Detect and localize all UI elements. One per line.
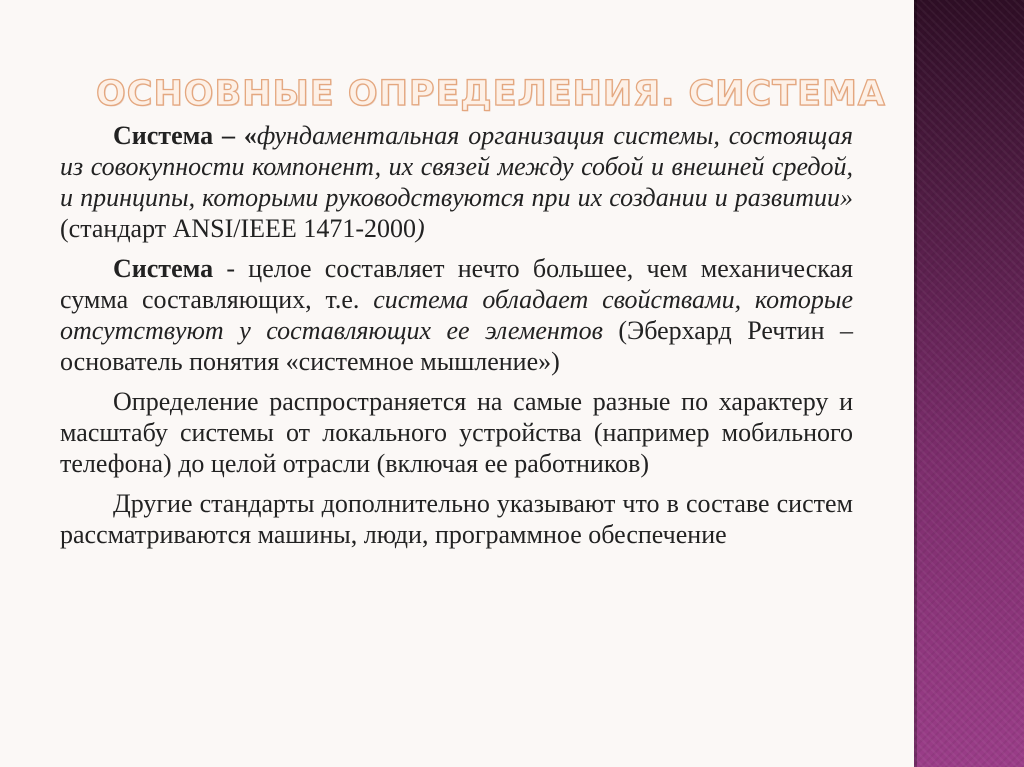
- source-close-paren: ): [415, 214, 425, 243]
- paragraph-scope: Определение распространяется на самые разные по характеру и масштабу системы от локального устройства (например мобильного телефона) до целой отрасли (включая ее работников): [60, 387, 853, 478]
- paragraph-system-definition-ansi: [60, 120, 853, 244]
- source-reference: (стандарт ANSI/IEEE 1471-2000: [60, 214, 416, 243]
- source-reference: (Эберхард Речтин – основатель понятия «системное мышление»): [60, 316, 853, 376]
- paragraph-other-standards: Другие стандарты дополнительно указывают что в составе систем рассматриваются машины, люди, программное обеспечение: [60, 489, 853, 549]
- term-system: Система: [113, 121, 214, 150]
- definition-text: - целое составляет нечто большее, чем механическая сумма составляющих, т.е.: [60, 254, 853, 314]
- definition-quote: фундаментальная организация системы, состоящая из совокупности компонент, их связей между собой и внешней средой, и принципы, которыми руководствуются при их создании и развитии»: [60, 121, 854, 212]
- paragraph-system-definition-rechtin: [60, 253, 853, 377]
- term-separator: – «: [213, 121, 257, 150]
- definition-emphasis: система обладает свойствами, которые отсутствуют у составляющих ее элементов: [60, 285, 853, 345]
- decorative-side-bar: [914, 0, 1024, 767]
- slide-title: ОСНОВНЫЕ ОПРЕДЕЛЕНИЯ. СИСТЕМА: [96, 74, 886, 114]
- term-system: Система: [113, 254, 214, 283]
- slide-content: [60, 120, 853, 559]
